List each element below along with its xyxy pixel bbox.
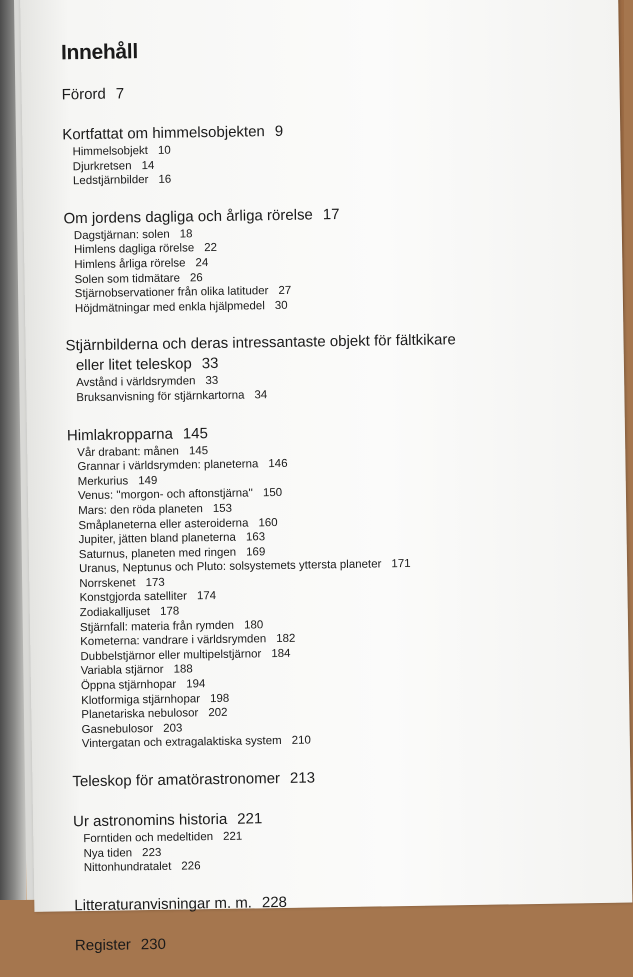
item-title: Klotformiga stjärnhopar (81, 692, 201, 707)
item-title: Venus: ''morgon- och aftonstjärna'' (77, 487, 254, 503)
item-title: Dagstjärnan: solen (73, 228, 170, 242)
item-title: Höjdmätningar med enkla hjälpmedel (74, 299, 265, 315)
toc-section-litteratur (74, 888, 614, 916)
page-number: 27 (278, 284, 292, 298)
toc-title: Innehåll (60, 40, 139, 65)
toc-section-register (75, 928, 615, 956)
page-number: 210 (291, 734, 311, 748)
item-title: Zodiakalljuset (79, 606, 151, 620)
item-title: Småplaneterna eller asteroiderna (78, 516, 249, 532)
section-title: Förord (61, 85, 106, 104)
item-title: Konstgjorda satelliter (79, 590, 188, 605)
toc-section-kortfattat (62, 117, 603, 189)
item-title: Dubbelstjärnor eller multipelstjärnor (80, 648, 262, 663)
item-title: Avstånd i världsrymden (76, 375, 196, 390)
toc-section-jordens-rorelse (63, 201, 605, 317)
page-number: 153 (212, 502, 233, 515)
item-title: Himmelsobjekt (72, 145, 149, 159)
item-title: Forntiden och medeltiden (83, 831, 214, 846)
item-title: Stjärnfall: materia från rymden (79, 619, 235, 634)
page-number: 34 (254, 389, 268, 402)
page-number: 213 (289, 769, 316, 787)
item-title: Grannar i världsrymden: planeterna (77, 458, 259, 474)
item-title: Ledstjärnbilder (72, 174, 149, 188)
page-number: 171 (391, 558, 411, 571)
toc-section-historia (73, 804, 614, 876)
section-title: Register (74, 936, 131, 955)
item-title: Saturnus, planeten med ringen (78, 546, 237, 561)
item-title: Nya tiden (83, 846, 133, 860)
item-title: Nittonhundratalet (83, 860, 172, 875)
section-heading (74, 888, 614, 916)
section-title: Kortfattat om himmelsobjekten (62, 123, 265, 144)
section-title-continued: eller litet teleskop (75, 355, 192, 375)
item-title: Mars: den röda planeten (78, 503, 203, 518)
item-title: Gasnebulosor (81, 722, 154, 736)
page-number: 146 (268, 457, 288, 471)
section-heading (61, 77, 601, 105)
page-number: 22 (204, 242, 218, 255)
toc-section-forord (61, 77, 601, 105)
page-number: 223 (142, 846, 162, 859)
item-title: Himlens årliga rörelse (74, 257, 186, 272)
item-title: Bruksanvisning för stjärnkartorna (76, 389, 245, 405)
page-number: 14 (141, 159, 155, 172)
item-title: Planetariska nebulosor (81, 707, 199, 722)
page-number: 33 (205, 375, 219, 388)
item-title: Öppna stjärnhopar (80, 678, 177, 693)
book-page (20, 0, 632, 955)
item-title: Jupiter, jätten bland planeterna (78, 531, 236, 547)
item-title: Uranus, Neptunus och Pluto: solsystemets yttersta planeter (78, 558, 382, 576)
page-number: 178 (159, 605, 180, 618)
page-number: 149 (138, 474, 158, 487)
subsection-list (64, 221, 605, 317)
page-number: 169 (246, 545, 266, 559)
page-number: 174 (196, 590, 217, 603)
page-number: 17 (322, 205, 340, 224)
page-number: 18 (179, 228, 193, 241)
section-heading (75, 928, 615, 956)
page-number: 33 (201, 355, 219, 373)
toc-section-himlakropparna (67, 417, 612, 752)
page-number: 203 (163, 722, 183, 735)
section-title: Himlakropparna (66, 425, 173, 444)
page-number: 221 (237, 810, 263, 828)
subsection-list (73, 824, 614, 876)
item-title: Variabla stjärnor (80, 664, 164, 678)
section-title: Ur astronomins historia (72, 810, 228, 831)
section-title: Stjärnbilderna och deras intressantaste objekt för fältkikare (65, 331, 456, 355)
page-number: 198 (209, 692, 230, 705)
item-title: Kometerna: vandrare i världsrymden (80, 633, 267, 649)
page-number: 16 (158, 173, 172, 187)
item-title: Solen som tidmätare (74, 272, 181, 286)
page-number: 145 (188, 444, 209, 457)
page-number: 180 (243, 618, 264, 632)
item-title: Djurkretsen (72, 159, 132, 173)
page-number: 202 (208, 707, 228, 720)
section-title: Teleskop för amatörastronomer (72, 770, 281, 791)
item-title: Merkurius (77, 475, 129, 488)
page-number: 145 (182, 424, 209, 443)
toc-section-teleskop (72, 764, 612, 792)
page-number: 230 (140, 935, 166, 953)
page-number: 188 (173, 663, 193, 677)
page-number: 150 (262, 487, 283, 500)
item-title: Vår drabant: månen (77, 445, 179, 459)
page-number: 30 (274, 299, 288, 312)
page-number: 173 (145, 576, 165, 589)
page-number: 26 (189, 271, 203, 284)
page-number: 160 (258, 516, 278, 529)
toc-section-stjarnbilderna (65, 328, 606, 406)
item-title: Himlens dagliga rörelse (73, 242, 195, 257)
page-number: 221 (222, 830, 243, 843)
item-title: Vintergatan och extragalaktiska system (81, 735, 282, 751)
page-number: 9 (274, 122, 284, 141)
item-title: Norrskenet (79, 577, 136, 591)
page-number: 24 (195, 257, 209, 270)
section-title: Om jordens dagliga och årliga rörelse (63, 206, 313, 228)
page-number: 184 (271, 647, 291, 660)
table-of-contents (61, 33, 616, 976)
item-title: Stjärnobservationer från olika latituder (74, 285, 269, 301)
page-number: 228 (261, 893, 288, 912)
page-number: 194 (186, 678, 206, 691)
subsection-list (62, 137, 603, 189)
section-heading (72, 764, 612, 792)
page-number: 182 (276, 633, 296, 646)
subsection-list (67, 437, 612, 752)
section-title: Litteraturanvisningar m. m. (74, 894, 253, 915)
page-number: 163 (245, 531, 266, 544)
page-number: 10 (157, 144, 171, 157)
page-number: 226 (181, 860, 201, 873)
page-number: 7 (115, 85, 125, 103)
